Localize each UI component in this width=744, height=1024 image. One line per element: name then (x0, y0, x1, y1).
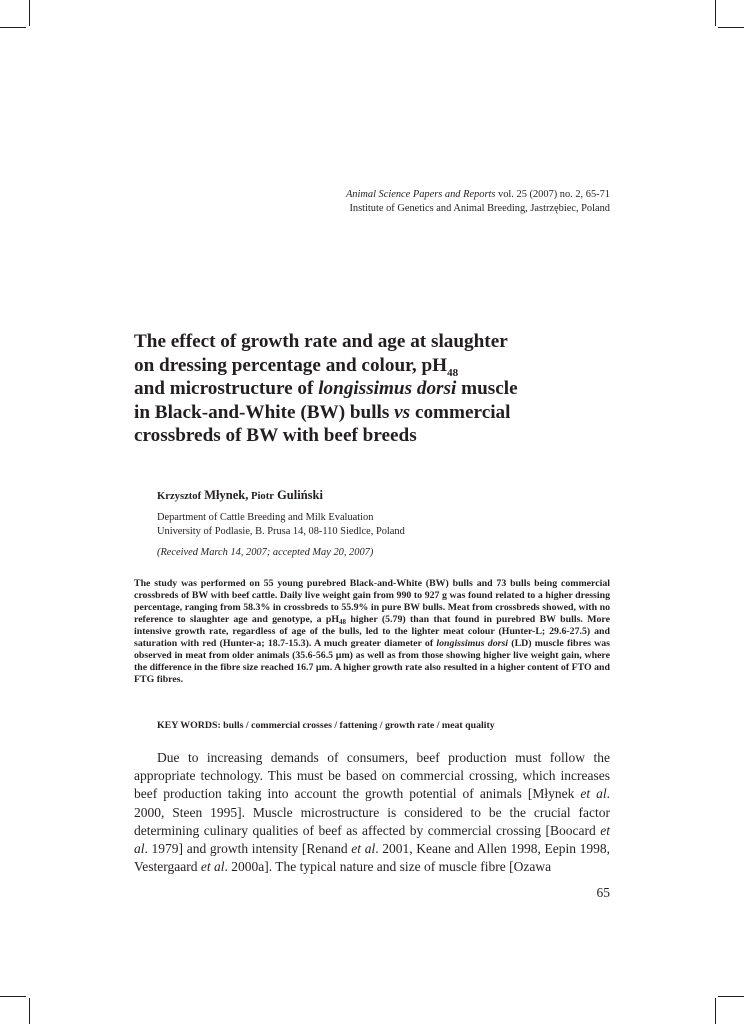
received-dates: (Received March 14, 2007; accepted May 20, 2007) (157, 547, 374, 558)
keywords: KEY WORDS: bulls / commercial crosses / fattening / growth rate / meat quality (157, 720, 495, 731)
page-number: 65 (596, 885, 610, 900)
journal-citation: vol. 25 (2007) no. 2, 65-71 (495, 189, 610, 200)
authors: Krzysztof Młynek, Piotr Guliński (157, 488, 323, 502)
crop-mark (718, 27, 744, 28)
crop-mark (715, 0, 716, 26)
crop-mark (29, 998, 30, 1024)
journal-name: Animal Science Papers and Reports (345, 189, 496, 200)
crop-mark (715, 998, 716, 1024)
crop-mark (718, 996, 744, 997)
crop-mark (29, 0, 30, 26)
affiliation: Department of Cattle Breeding and Milk Evaluation University of Podlasie, B. Prusa 14, 08-110 Siedlce, Poland (157, 512, 405, 537)
abstract: The study was performed on 55 young purebred Black-and-White (BW) bulls and 73 bulls being commercial crossbreds of BW with beef cattle. Daily live weight gain from 990 to 927 g was found related to a higher dressing percentage, ranging from 58.3% in crossbreds to 55.9% in pure BW bulls. Meat from crossbreds showed, with no reference to slaughter age and genotype, a $pH_{48}$ higher (5.79) than that found in purebred BW bulls. More intensive growth rate, regardless of age of the bulls, led to the lighter meat colour (Hunter-L; 29.6-27.5) and saturation with red (Hunter-a; 18.7-15.3). A much greater diameter of longissimus dorsi (LD) muscle fibres was observed in meat from older animals (35.6-56.5 µm) as well as from those showing higher live weight gain, where the difference in the fibre size reached 16.7 µm. A higher growth rate also resulted in a higher content of FTO and FTG fibres. (134, 578, 611, 685)
body-paragraph: Due to increasing demands of consumers, beef production must follow the appropriate technology. This must be based on commercial crossing, which increases beef production taking into account the growth potential of animals [Młynek et al. 2000, Steen 1995]. Muscle microstructure is considered to be the crucial factor determining culinary qualities of beef as affected by commercial crossing [Boocard et al. 1979] and growth intensity [Renand et al. 2001, Keane and Allen 1998, Eepin 1998, Vestergaard et al. 2000a]. The typical nature and size of muscle fibre [Ozawa (134, 750, 610, 875)
crop-mark (0, 996, 26, 997)
journal-header (170, 188, 610, 216)
crop-mark (0, 27, 26, 28)
paper-title: The effect of growth rate and age at slaughter on dressing percentage and colour, $pH_{48}$ and microstructure of longissimus dorsi muscle in Black-and-White (BW) bulls vs commercial crossbreds of BW with beef breeds (134, 331, 518, 446)
institute-line: Institute of Genetics and Animal Breeding, Jastrzębiec, Poland (349, 203, 610, 214)
